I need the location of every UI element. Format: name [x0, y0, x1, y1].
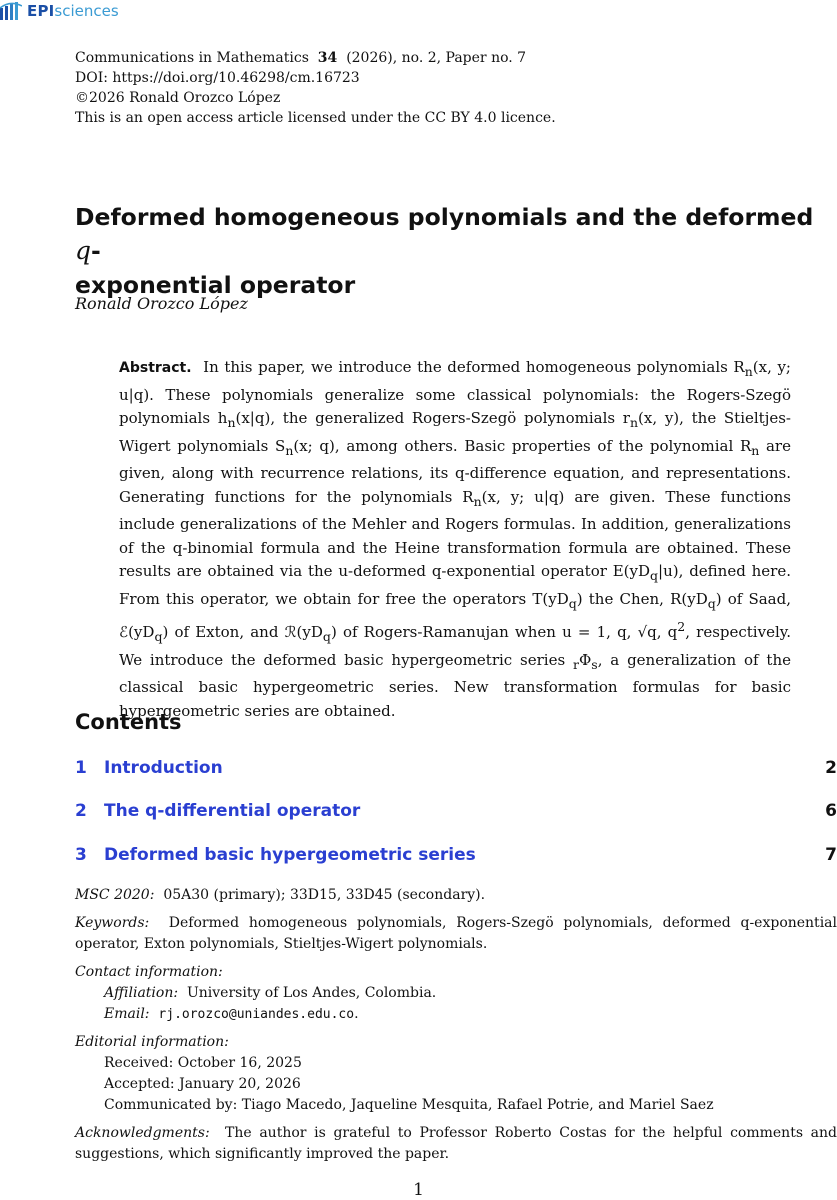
title-q-var: q: [75, 236, 92, 265]
abstract: Abstract. In this paper, we introduce the deformed homogeneous polynomials $R_n(x$, y; u|q). These polynomials generalize some classical polynomials: the Rogers-Szegö polynomials $h_n(x|q)$, the generalized Rogers-Szegö polynomials $r_n(x$, y), the Stieltjes-Wigert polynomials $S_n(x$; q), among others. Basic properties of the polynomial $R_n$ are given, along with recurrence relations, its q-difference equation, and representations. Generating functions for the polynomials $R_n(x$, y; u|q) are given. These functions include generalizations of the Mehler and Rogers formulas. In addition, generalizations of the q-binomial formula and the Heine transformation formula are obtained. These results are obtained via the u-deformed q-exponential operator $E(yD_q|u)$, defined here. From this operator, we obtain for free the operators $T(yD_q)$ the Chen, $R(yD_q)$ of Saad, $ℰ(yD_q)$ of Exton, and $ℛ(yD_q)$ of Rogers-Ramanujan when u = 1, q, √q, $q^2$, respectively. We introduce the deformed basic hypergeometric series $_r\Phi_s$, a generalization of the classical basic hypergeometric series. New transformation formulas for basic hypergeometric series are obtained.: [119, 358, 792, 720]
copyright-line: ©2026 Ronald Orozco López: [75, 90, 281, 106]
journal-volume: 34: [317, 50, 338, 66]
author-name: Ronald Orozco López: [75, 294, 248, 313]
logo-text-epi: EPI: [27, 2, 55, 20]
journal-citation: Communications in Mathematics 34 (2026), no. 2, Paper no. 7: [75, 50, 527, 66]
logo-text-sciences: sciences: [54, 2, 119, 20]
publisher-logo[interactable]: [0, 0, 119, 22]
toc-item-q-differential-operator[interactable]: 2 The q-differential operator 6: [75, 801, 837, 821]
toc-item-deformed-basic-hypergeometric-series[interactable]: 3 Deformed basic hypergeometric series 7: [75, 845, 837, 865]
front-matter-notes: [75, 858, 837, 1172]
page-number: 1: [413, 1180, 424, 1200]
email-link[interactable]: rj.orozco@uniandes.edu.co: [158, 1007, 355, 1022]
doi-link[interactable]: DOI: https://doi.org/10.46298/cm.16723: [75, 70, 360, 86]
editorial-information: Editorial information: Received: October 16, 2025 Accepted: January 20, 2026 Communicated by: Tiago Macedo, Jaqueline Mesquita, Rafael Potrie, and Mariel Saez: [75, 1034, 714, 1113]
msc-classification: MSC 2020: 05A30 (primary); 33D15, 33D45 (secondary).: [75, 887, 486, 903]
journal-header: [75, 48, 775, 128]
license-line: This is an open access article licensed under the CC BY 4.0 licence.: [75, 110, 556, 126]
toc-item-introduction[interactable]: 1 Introduction 2: [75, 758, 837, 778]
paper-title: Deformed homogeneous polynomials and the deformed q- exponential operator: [75, 203, 814, 299]
acknowledgments: Acknowledgments: The author is grateful to Professor Roberto Costas for the helpful comments and suggestions, which significantly improved the paper.: [75, 1125, 837, 1162]
epi-logo-icon: [0, 2, 22, 20]
contact-information: Contact information: Affiliation: University of Los Andes, Colombia. Email: rj.orozco@uniandes.edu.co.: [75, 964, 437, 1022]
abstract-label: Abstract.: [119, 360, 192, 376]
keywords: Keywords: Deformed homogeneous polynomials, Rogers-Szegö polynomials, deformed q-exponential operator, Exton polynomials, Stieltjes-Wigert polynomials.: [75, 915, 837, 952]
contents-heading: Contents: [75, 710, 182, 734]
